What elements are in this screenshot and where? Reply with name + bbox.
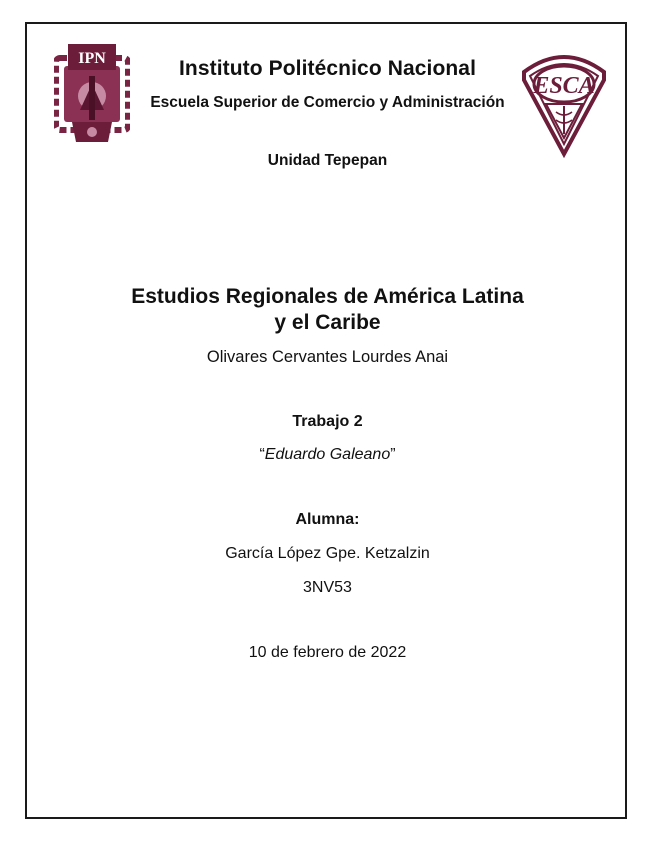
document-date: 10 de febrero de 2022 (248, 644, 407, 661)
esca-logo (516, 46, 612, 158)
svg-text:ESCA: ESCA (533, 73, 595, 99)
unit-name: Unidad Tepepan (267, 152, 388, 169)
student-group: 3NV53 (303, 579, 352, 596)
student-name: García López Gpe. Ketzalzin (225, 545, 430, 562)
ipn-logo (54, 40, 130, 148)
svg-text:IPN: IPN (78, 50, 106, 67)
school-name: Escuela Superior de Comercio y Administración (150, 94, 505, 111)
open-quote: “ (259, 446, 265, 463)
work-subject (80, 446, 575, 464)
work-subject-text: Eduardo Galeano (264, 446, 391, 463)
course-title: Estudios Regionales de América Latina y el Caribe (131, 285, 524, 334)
student-label: Alumna: (295, 511, 360, 528)
institute-name: Instituto Politécnico Nacional (178, 57, 477, 80)
teacher-name: Olivares Cervantes Lourdes Anai (206, 348, 449, 366)
close-quote: ” (390, 446, 396, 463)
work-title: Trabajo 2 (292, 413, 363, 430)
